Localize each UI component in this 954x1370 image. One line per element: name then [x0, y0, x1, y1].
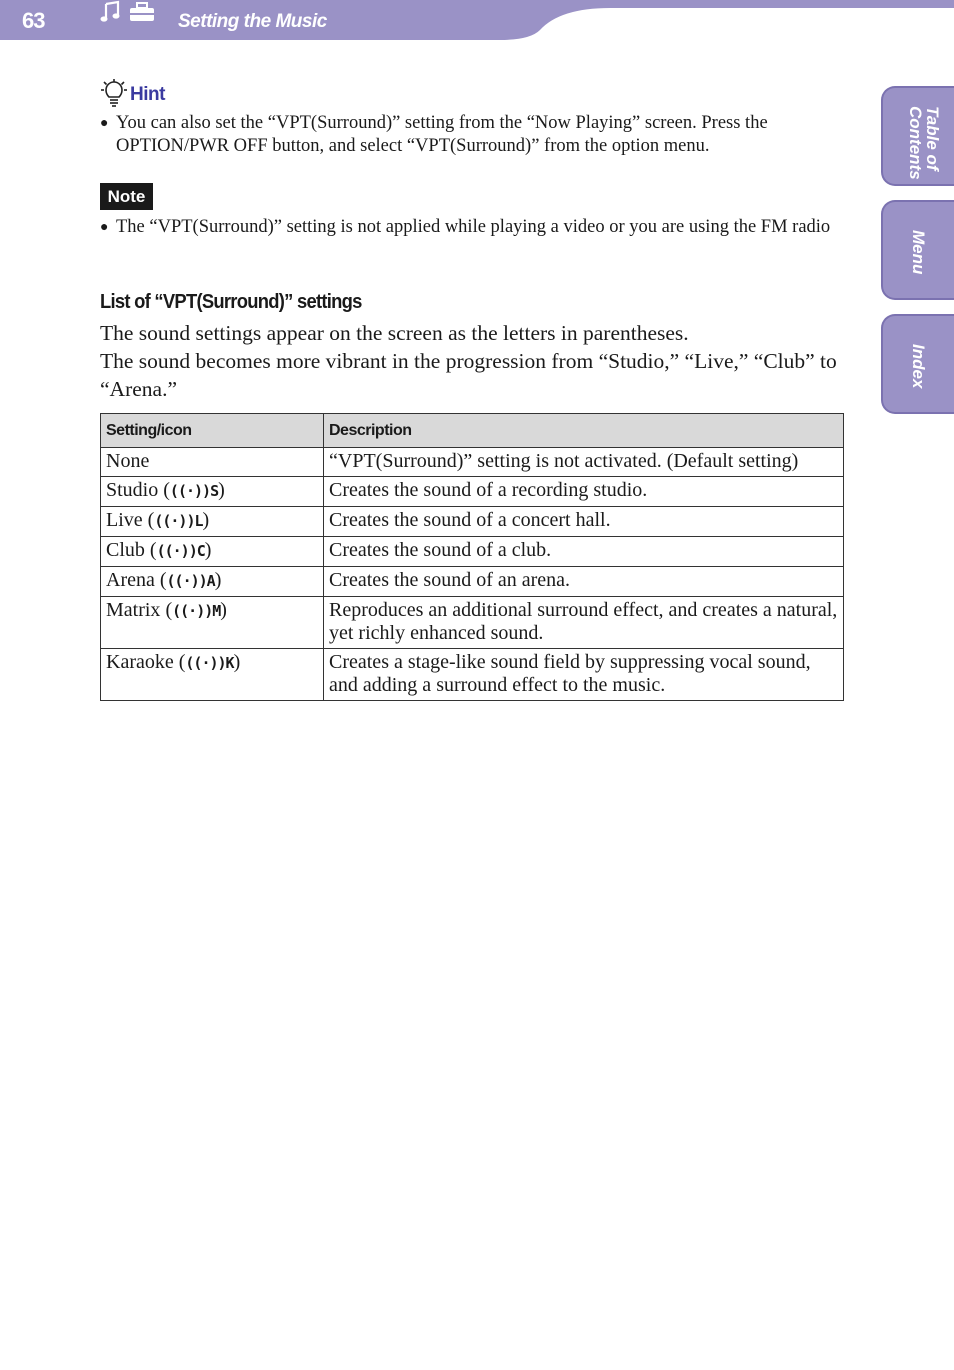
setting-cell: Live (((·))L) — [101, 507, 324, 537]
setting-cell: Club (((·))C) — [101, 537, 324, 567]
description-cell: Reproduces an additional surround effect, and creates a natural, yet richly enhanced sound. — [324, 597, 844, 649]
table-row — [101, 649, 844, 701]
vpt-karaoke-icon: ((·))K — [185, 654, 234, 672]
tab-table-of-contents[interactable] — [881, 86, 954, 186]
description-cell: Creates the sound of a concert hall. — [324, 507, 844, 537]
tab-label: Menu — [909, 230, 928, 275]
header-title: Setting the Music — [178, 11, 327, 32]
table-row — [101, 597, 844, 649]
table-header-setting: Setting/icon — [101, 414, 324, 448]
setting-name: Club — [106, 539, 145, 561]
setting-cell — [101, 448, 324, 477]
vpt-arena-icon: ((·))A — [166, 572, 215, 590]
setting-name: None — [106, 450, 150, 472]
vpt-matrix-icon: ((·))M — [172, 602, 221, 620]
lightbulb-icon — [100, 78, 128, 108]
setting-name: Karaoke — [106, 651, 174, 673]
hint-item — [100, 112, 840, 158]
table-header-description: Description — [324, 414, 844, 448]
description-cell: Creates the sound of an arena. — [324, 567, 844, 597]
section-paragraph-2: The sound becomes more vibrant in the progression from “Studio,” “Live,” “Club” to “Arena.” — [100, 349, 837, 401]
setting-cell: Matrix (((·))M) — [101, 597, 324, 649]
vpt-live-icon: ((·))L — [154, 512, 203, 530]
section-title: List of “VPT(Surround)” settings — [100, 291, 362, 313]
description-cell: “VPT(Surround)” setting is not activated. (Default setting) — [324, 448, 844, 477]
note-badge: Note — [100, 183, 153, 210]
table-row — [101, 537, 844, 567]
description-cell: Creates a stage-like sound field by suppressing vocal sound, and adding a surround effect to the music. — [324, 649, 844, 701]
tab-label: Table of Contents — [906, 106, 942, 180]
section-paragraph-1: The sound settings appear on the screen as the letters in parentheses. — [100, 321, 689, 345]
table-row — [101, 477, 844, 507]
vpt-settings-table — [100, 413, 844, 701]
setting-cell: Karaoke (((·))K) — [101, 649, 324, 701]
bullet: ● — [100, 220, 109, 235]
tab-label: Index — [909, 344, 928, 389]
hint-text: You can also set the “VPT(Surround)” setting from the “Now Playing” screen. Press the OPTION/PWR OFF button, and select “VPT(Surround)” from the option menu. — [116, 113, 768, 156]
setting-name: Arena — [106, 569, 155, 591]
page-header — [0, 0, 954, 40]
note-text: The “VPT(Surround)” setting is not applied while playing a video or you are using the FM radio — [116, 217, 831, 237]
music-note-icon — [100, 0, 120, 24]
description-cell: Creates the sound of a recording studio. — [324, 477, 844, 507]
page-number: 63 — [22, 8, 45, 33]
tab-index[interactable] — [881, 314, 954, 414]
hint-heading — [100, 78, 165, 108]
table-row — [101, 507, 844, 537]
setting-name: Studio — [106, 479, 159, 501]
setting-cell: Studio (((·))S) — [101, 477, 324, 507]
table-row — [101, 567, 844, 597]
toolbox-icon — [128, 0, 156, 24]
setting-name: Matrix — [106, 599, 161, 621]
table-header-row — [101, 414, 844, 448]
vpt-club-icon: ((·))C — [156, 542, 205, 560]
setting-cell: Arena (((·))A) — [101, 567, 324, 597]
tab-menu[interactable] — [881, 200, 954, 300]
hint-label: Hint — [130, 84, 165, 105]
bullet: ● — [100, 116, 109, 131]
table-row — [101, 448, 844, 477]
setting-name: Live — [106, 509, 143, 531]
description-cell: Creates the sound of a club. — [324, 537, 844, 567]
note-item — [100, 216, 840, 239]
vpt-studio-icon: ((·))S — [169, 482, 219, 500]
